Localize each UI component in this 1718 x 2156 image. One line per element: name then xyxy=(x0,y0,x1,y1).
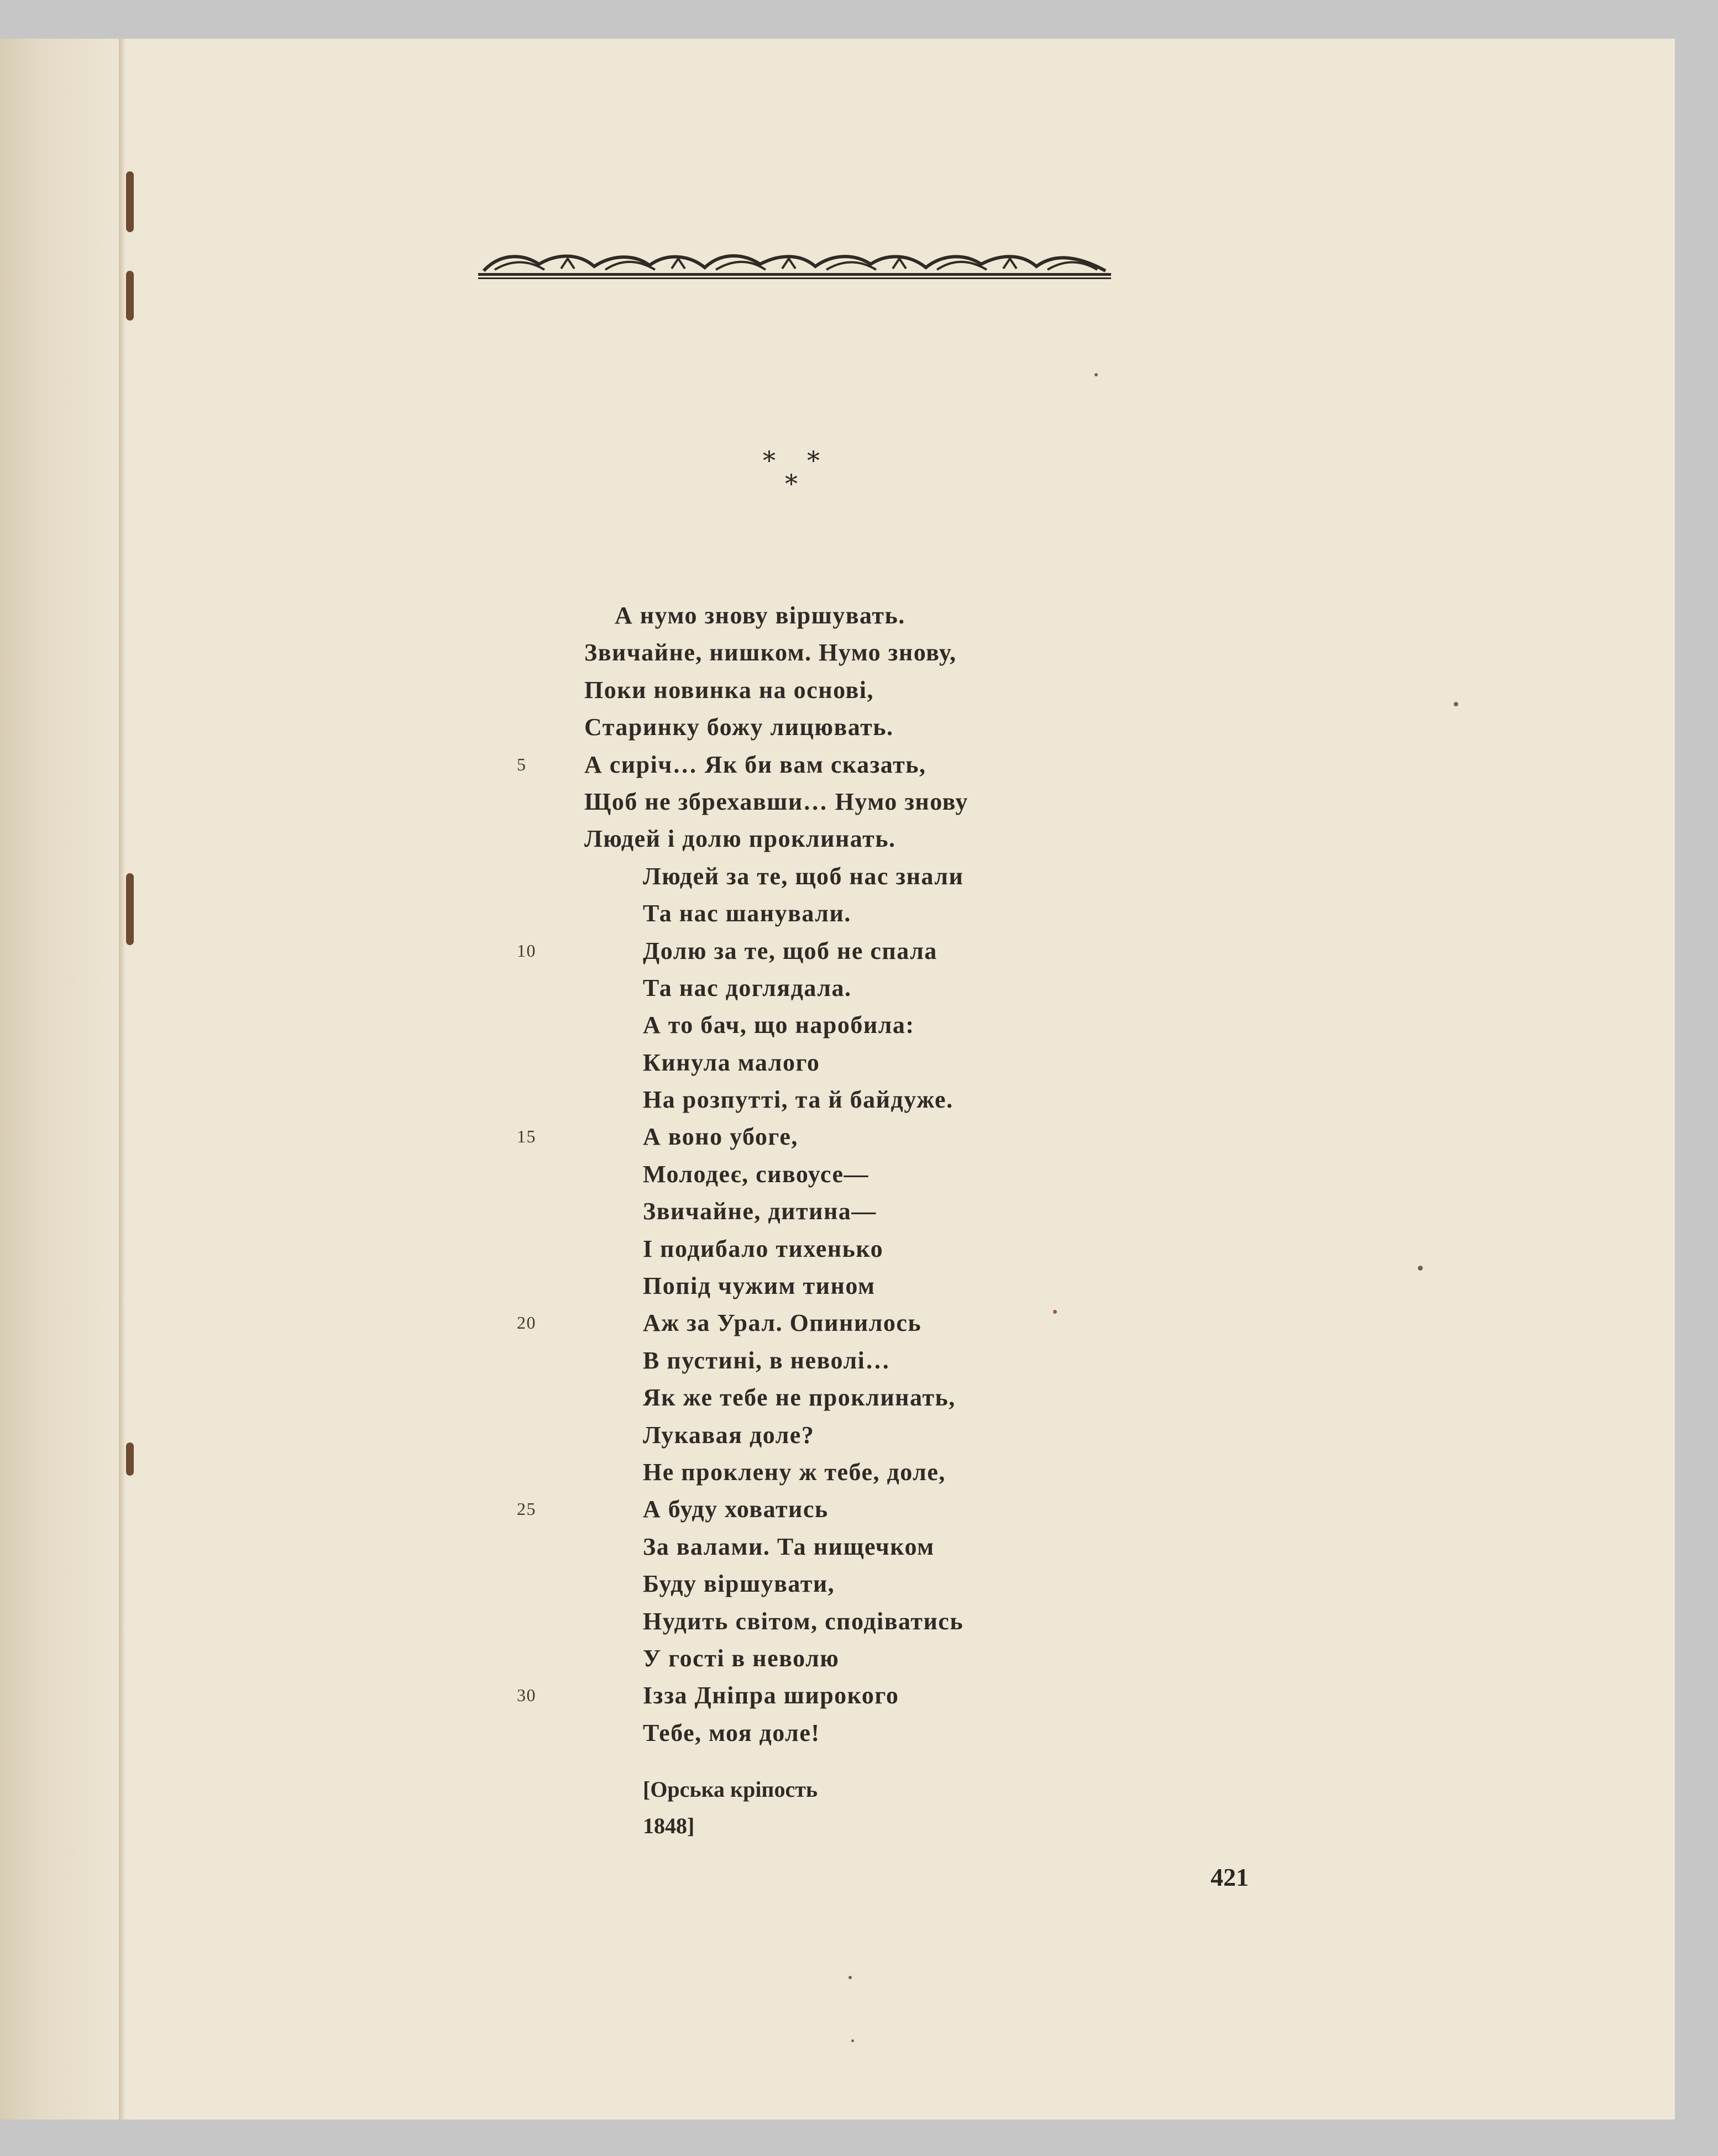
poem-line xyxy=(0,1044,1675,1081)
line-number: 20 xyxy=(517,1313,536,1333)
poem-line xyxy=(0,1118,1675,1155)
poem-line xyxy=(0,1491,1675,1528)
line-number: 15 xyxy=(517,1126,536,1147)
paper-speck xyxy=(851,2039,854,2042)
poem-line-text: На розпутті, та й байдуже. xyxy=(643,1086,954,1114)
poem-line xyxy=(0,1230,1675,1267)
poem-line xyxy=(0,1006,1675,1043)
poem-line xyxy=(0,1603,1675,1640)
asterism-star: * xyxy=(785,469,798,499)
headpiece-ornament xyxy=(478,248,1111,281)
poem-line-text: Та нас шанували. xyxy=(643,900,851,927)
asterism xyxy=(752,445,840,508)
poem-line xyxy=(0,1417,1675,1454)
poem-line-text: Старинку божу лицювать. xyxy=(584,714,894,741)
poem-line-text: В пустині, в неволі… xyxy=(643,1346,891,1374)
poem-line xyxy=(0,858,1675,895)
poem-line-text: А то бач, що наробила: xyxy=(643,1011,915,1039)
poem-body xyxy=(0,597,1675,1751)
poem-line-text: І подибало тихенько xyxy=(643,1235,884,1262)
paper-speck xyxy=(1053,1310,1057,1314)
poem-line xyxy=(0,1565,1675,1602)
poem-line xyxy=(0,820,1675,857)
paper-speck xyxy=(1454,702,1458,706)
paper-speck xyxy=(1418,1266,1423,1271)
poem-line-text: Аж за Урал. Опинилось xyxy=(643,1309,922,1337)
binding-mark xyxy=(126,271,134,321)
poem-line-text: Молодеє, сивоусе— xyxy=(643,1160,869,1188)
poem-line xyxy=(0,1304,1675,1341)
poem-line-text: Звичайне, дитина— xyxy=(643,1198,877,1225)
poem-line-text: За валами. Та нищечком xyxy=(643,1533,935,1560)
poem-line xyxy=(0,746,1675,783)
poem-line xyxy=(0,1193,1675,1230)
poem-line xyxy=(0,672,1675,709)
poem-line xyxy=(0,597,1675,634)
poem-line xyxy=(0,1640,1675,1677)
poem-line-text: Звичайне, нишком. Нумо знову, xyxy=(584,639,957,667)
poem-line xyxy=(0,969,1675,1006)
poem-line-text: У гості в неволю xyxy=(643,1644,840,1672)
poem-line-text: Як же тебе не проклинать, xyxy=(643,1384,956,1412)
poem-line-text: Тебе, моя доле! xyxy=(643,1719,820,1746)
poem-line-text: А сиріч… Як би вам сказать, xyxy=(584,751,926,778)
poem-line xyxy=(0,1379,1675,1416)
poem-line-text: Нудить світом, сподіватись xyxy=(643,1607,964,1635)
poem-line-text: Щоб не збрехавши… Нумо знову xyxy=(584,788,968,815)
asterism-star: * xyxy=(807,445,820,475)
book-page xyxy=(0,39,1675,2120)
place-line: [Орська кріпость xyxy=(643,1777,818,1802)
date-place-note xyxy=(643,1771,818,1844)
poem-line xyxy=(0,783,1675,820)
poem-line-text: А нумо знову віршувать. xyxy=(615,602,905,629)
poem-line xyxy=(0,1081,1675,1118)
poem-line-text: Буду віршувати, xyxy=(643,1570,835,1598)
line-number: 30 xyxy=(517,1685,536,1706)
page-number: 421 xyxy=(1211,1863,1249,1891)
poem-line-text: А буду ховатись xyxy=(643,1496,829,1523)
poem-line-text: Ізза Дніпра широкого xyxy=(643,1682,899,1709)
asterism-star: * xyxy=(763,445,776,475)
poem-line-text: Та нас доглядала. xyxy=(643,974,852,1001)
paper-speck xyxy=(1094,373,1098,376)
poem-line xyxy=(0,932,1675,969)
poem-line xyxy=(0,1454,1675,1491)
line-number: 10 xyxy=(517,940,536,961)
poem-line-text: Людей і долю проклинать. xyxy=(584,825,896,853)
poem-line xyxy=(0,1342,1675,1379)
poem-line-text: Людей за те, щоб нас знали xyxy=(643,862,964,890)
paper-speck xyxy=(848,1976,852,1979)
poem-line xyxy=(0,1528,1675,1565)
year-line: 1848] xyxy=(643,1813,695,1838)
poem-line xyxy=(0,1677,1675,1714)
poem-line xyxy=(0,1714,1675,1751)
poem-line-text: Не проклену ж тебе, доле, xyxy=(643,1458,946,1486)
poem-line-text: Лукавая доле? xyxy=(643,1421,815,1449)
poem-line xyxy=(0,895,1675,932)
poem-line xyxy=(0,709,1675,746)
poem-line-text: Попід чужим тином xyxy=(643,1272,876,1300)
poem-line xyxy=(0,1156,1675,1193)
poem-line-text: А воно убоге, xyxy=(643,1123,798,1151)
poem-line-text: Кинула малого xyxy=(643,1048,820,1076)
line-number: 25 xyxy=(517,1499,536,1519)
binding-mark xyxy=(126,171,134,232)
poem-line xyxy=(0,634,1675,671)
poem-line xyxy=(0,1267,1675,1304)
poem-line-text: Долю за те, щоб не спала xyxy=(643,937,937,964)
line-number: 5 xyxy=(517,754,527,774)
poem-line-text: Поки новинка на основі, xyxy=(584,676,874,704)
